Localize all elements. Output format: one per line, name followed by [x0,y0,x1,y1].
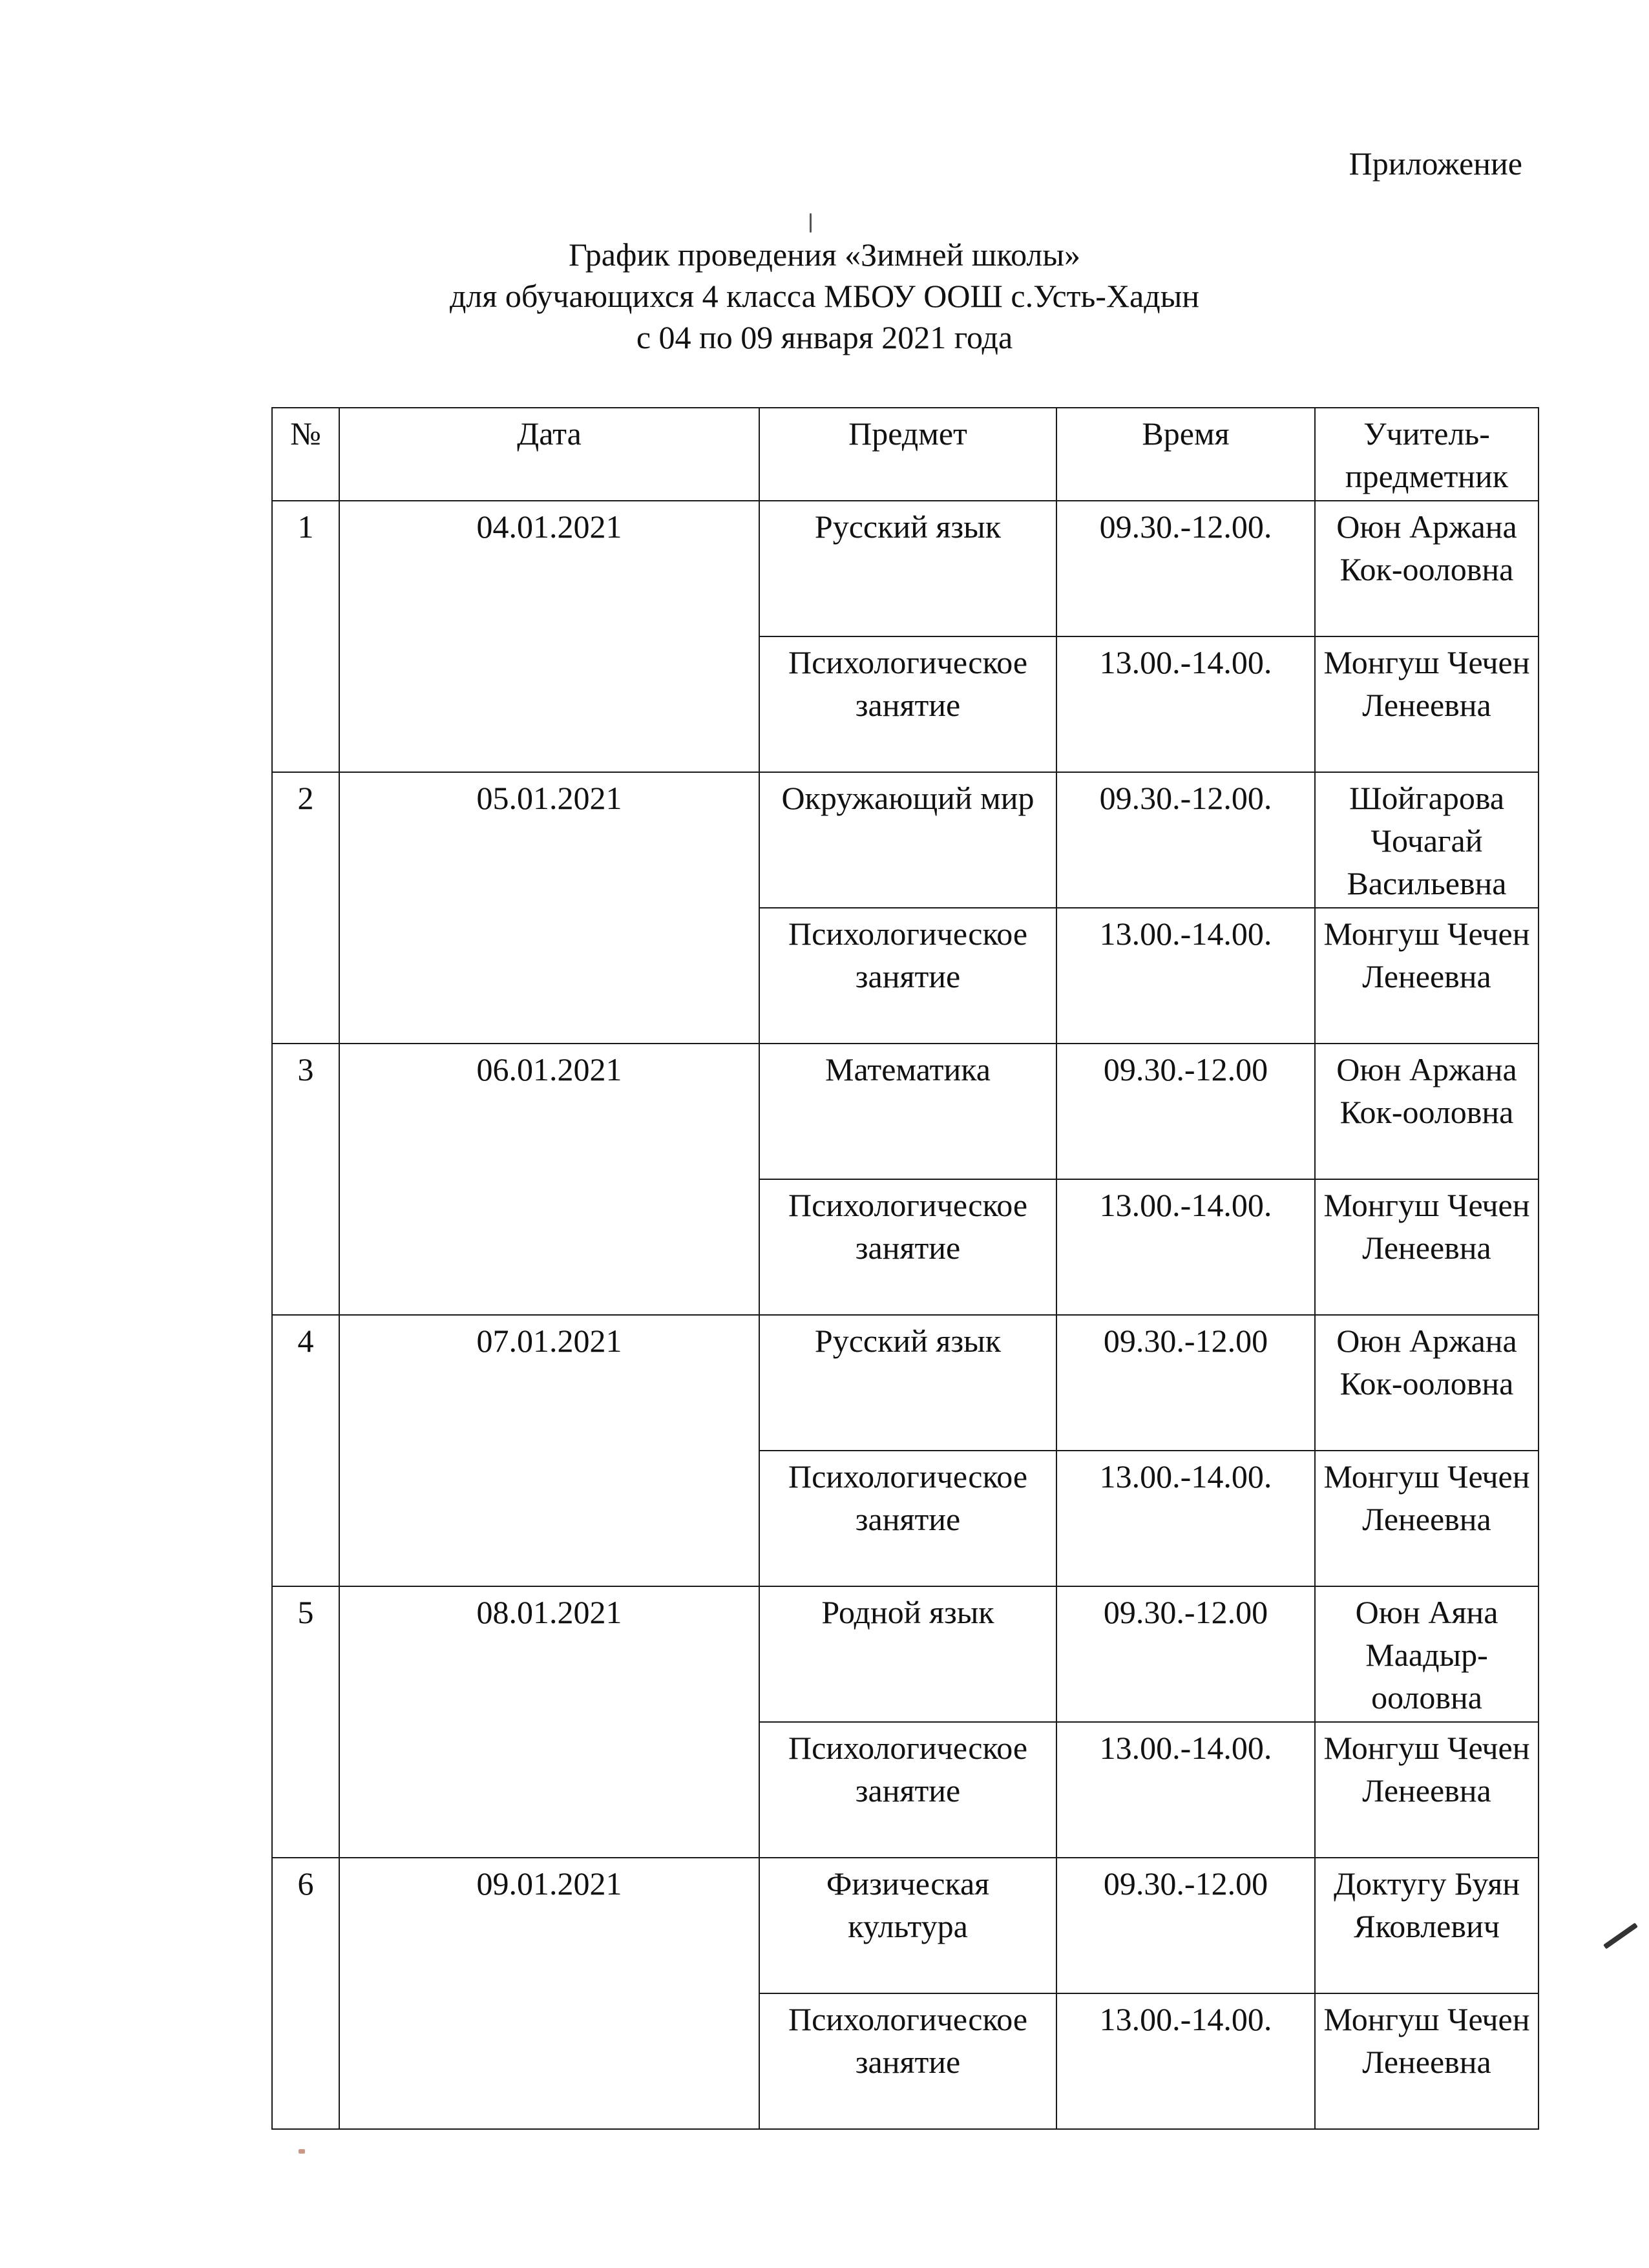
lesson-time: 13.00.-14.00. [1056,636,1315,772]
lesson-time: 09.30.-12.00 [1056,1315,1315,1451]
scan-speck [299,2149,305,2154]
table-row [272,501,1539,636]
header-date: Дата [339,408,759,501]
scan-speck [1603,1923,1638,1949]
lesson-time: 13.00.-14.00. [1056,1179,1315,1315]
table-row [272,772,1539,908]
day-number: 2 [272,772,339,1044]
header-num: № [272,408,339,501]
lesson-time: 09.30.-12.00 [1056,1044,1315,1179]
lesson-teacher: Монгуш Чечен Ленеевна [1315,1179,1539,1315]
table-row [272,1044,1539,1179]
day-date: 09.01.2021 [339,1858,759,2129]
day-number: 6 [272,1858,339,2129]
day-number: 1 [272,501,339,772]
lesson-subject: Физическая культура [759,1858,1056,1993]
lesson-teacher: Оюн Аржана Кок-ооловна [1315,1315,1539,1451]
lesson-teacher: Доктугу Буян Яковлевич [1315,1858,1539,1993]
table-header-row [272,408,1539,501]
lesson-time: 09.30.-12.00 [1056,1858,1315,1993]
lesson-time: 13.00.-14.00. [1056,908,1315,1044]
lesson-teacher: Шойгарова Чочагай Васильевна [1315,772,1539,908]
day-date: 06.01.2021 [339,1044,759,1315]
lesson-teacher: Монгуш Чечен Ленеевна [1315,1722,1539,1858]
lesson-teacher: Оюн Аржана Кок-ооловна [1315,501,1539,636]
lesson-subject: Родной язык [759,1586,1056,1722]
lesson-teacher: Монгуш Чечен Ленеевна [1315,1993,1539,2129]
lesson-subject: Русский язык [759,1315,1056,1451]
day-date: 05.01.2021 [339,772,759,1044]
lesson-teacher: Оюн Аржана Кок-ооловна [1315,1044,1539,1179]
lesson-time: 09.30.-12.00. [1056,772,1315,908]
lesson-teacher: Монгуш Чечен Ленеевна [1315,908,1539,1044]
header-time: Время [1056,408,1315,501]
lesson-time: 09.30.-12.00. [1056,501,1315,636]
lesson-subject: Психологическое занятие [759,1179,1056,1315]
table-row [272,1858,1539,1993]
lesson-subject: Психологическое занятие [759,908,1056,1044]
table-row [272,1315,1539,1451]
document-title [0,234,1649,358]
lesson-teacher: Монгуш Чечен Ленеевна [1315,1451,1539,1586]
scan-speck [810,213,812,233]
title-line-2: для обучающихся 4 класса МБОУ ООШ с.Усть-Хадын [449,278,1200,314]
appendix-label: Приложение [1349,145,1522,182]
day-number: 4 [272,1315,339,1586]
schedule-table [271,407,1539,2130]
day-number: 5 [272,1586,339,1858]
lesson-subject: Окружающий мир [759,772,1056,908]
day-date: 04.01.2021 [339,501,759,772]
day-date: 07.01.2021 [339,1315,759,1586]
schedule-body [272,501,1539,2129]
lesson-subject: Психологическое занятие [759,636,1056,772]
lesson-subject: Русский язык [759,501,1056,636]
table-row [272,1586,1539,1722]
lesson-subject: Психологическое занятие [759,1993,1056,2129]
lesson-subject: Психологическое занятие [759,1451,1056,1586]
lesson-subject: Математика [759,1044,1056,1179]
lesson-time: 13.00.-14.00. [1056,1451,1315,1586]
day-number: 3 [272,1044,339,1315]
title-line-1: График проведения «Зимней школы» [569,236,1080,273]
day-date: 08.01.2021 [339,1586,759,1858]
lesson-time: 13.00.-14.00. [1056,1993,1315,2129]
lesson-subject: Психологическое занятие [759,1722,1056,1858]
lesson-teacher: Монгуш Чечен Ленеевна [1315,636,1539,772]
header-teacher: Учитель-предметник [1315,408,1539,501]
header-subject: Предмет [759,408,1056,501]
lesson-time: 09.30.-12.00 [1056,1586,1315,1722]
lesson-time: 13.00.-14.00. [1056,1722,1315,1858]
title-line-3: с 04 по 09 января 2021 года [636,319,1013,355]
lesson-teacher: Оюн Аяна Маадыр-ооловна [1315,1586,1539,1722]
